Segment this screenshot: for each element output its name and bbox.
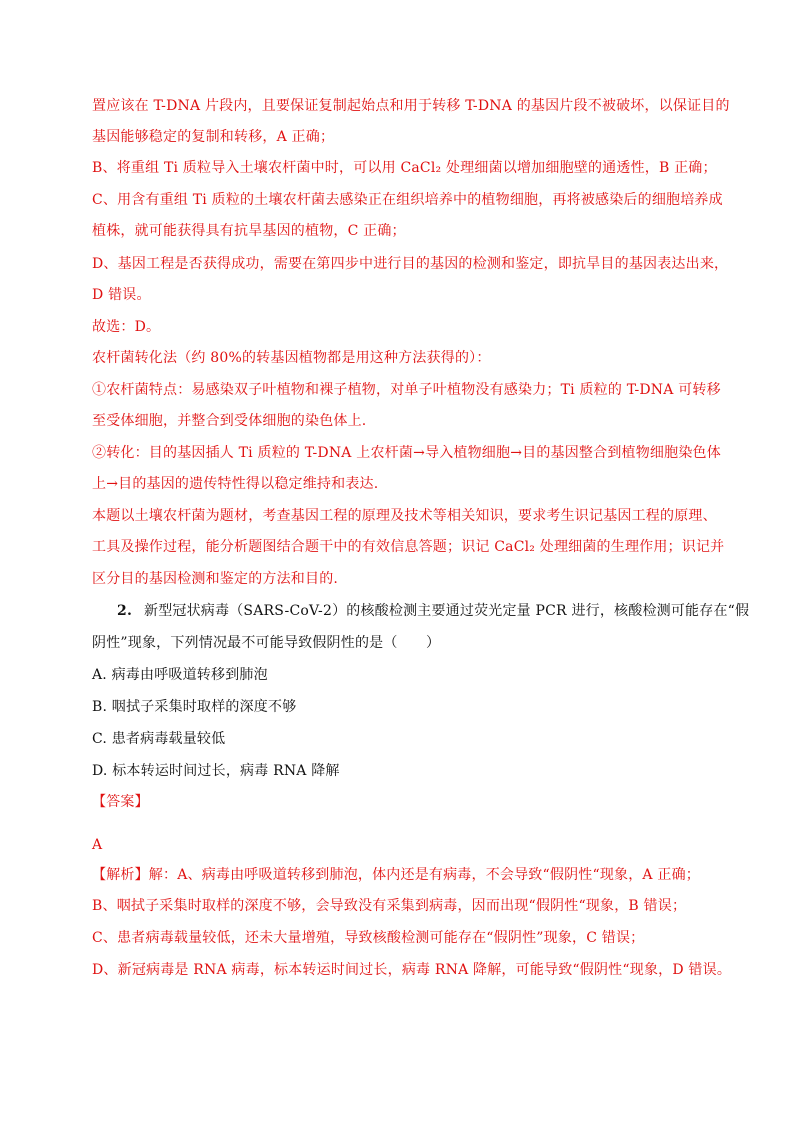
explanation-line: 至受体细胞，并整合到受体细胞的染色体上.	[92, 413, 367, 429]
option-a: A. 病毒由呼吸道转移到肺泡	[92, 667, 268, 683]
analysis-line: B、咽拭子采集时取样的深度不够，会导致没有采集到病毒，因而出现“假阴性“现象，B 错误；	[92, 898, 687, 914]
option-c: C. 患者病毒载量较低	[92, 731, 226, 747]
explanation-line: 农杆菌转化法（约 80%的转基因植物都是用这种方法获得的）：	[92, 350, 491, 366]
explanation-line: 本题以土壤农杆菌为题材，考查基因工程的原理及技术等相关知识，要求考生识记基因工程的原理、	[92, 508, 717, 524]
answer-heading: 【答案】	[92, 794, 149, 810]
analysis-line: 【解析】解：A、病毒由呼吸道转移到肺泡，体内还是有病毒，不会导致“假阴性“现象，A 正确；	[92, 867, 700, 883]
answer-value: A	[92, 837, 103, 853]
option-b: B. 咽拭子采集时取样的深度不够	[92, 699, 297, 715]
explanation-line: D 错误。	[92, 287, 151, 303]
question-number-text: 2.	[117, 603, 133, 619]
explanation-line: 上→目的基因的遗传特性得以稳定维持和表达.	[92, 476, 379, 492]
explanation-line: 故选：D。	[92, 319, 161, 335]
question-number	[117, 601, 137, 621]
explanation-line: B、将重组 Ti 质粒导入土壤农杆菌中时，可以用 CaCl₂ 处理细菌以增加细胞壁的通透性，B 正确；	[92, 160, 717, 176]
option-d: D. 标本转运时间过长，病毒 RNA 降解	[92, 763, 340, 779]
question-stem-line: 新型冠状病毒（SARS-CoV-2）的核酸检测主要通过荧光定量 PCR 进行，核酸检测可能存在“假	[144, 603, 750, 619]
explanation-line: 区分目的基因检测和鉴定的方法和目的.	[92, 571, 339, 587]
explanation-line: 植株，就可能获得具有抗旱基因的植物，C 正确；	[92, 223, 406, 239]
explanation-line: C、用含有重组 Ti 质粒的土壤农杆菌去感染正在组织培养中的植物细胞，再将被感染后的细胞培养成	[92, 192, 723, 208]
analysis-line: C、患者病毒载量较低，还未大量增殖，导致核酸检测可能存在“假阴性”现象，C 错误；	[92, 930, 645, 946]
analysis-line: D、新冠病毒是 RNA 病毒，标本转运时间过长，病毒 RNA 降解，可能导致“假阴性“现象，D 错误。	[92, 962, 732, 978]
explanation-line: 置应该在 T-DNA 片段内，且要保证复制起始点和用于转移 T-DNA 的基因片段不被破坏，以保证目的	[92, 98, 730, 114]
explanation-line: ①农杆菌特点：易感染双子叶植物和裸子植物，对单子叶植物没有感染力；Ti 质粒的 T-DNA 可转移	[92, 382, 721, 398]
explanation-line: 基因能够稳定的复制和转移，A 正确；	[92, 129, 335, 145]
explanation-line: 工具及操作过程，能分析题图结合题干中的有效信息答题；识记 CaCl₂ 处理细菌的生理作用；识记并	[92, 539, 725, 555]
explanation-line: D、基因工程是否获得成功，需要在第四步中进行目的基因的检测和鉴定，即抗旱目的基因表达出来，	[92, 256, 729, 272]
explanation-line: ②转化：目的基因插人 Ti 质粒的 T-DNA 上农杆菌→导入植物细胞→目的基因整合到植物细胞染色体	[92, 445, 721, 461]
question-stem-line: 阴性”现象，下列情况最不可能导致假阴性的是（ ）	[92, 635, 441, 651]
